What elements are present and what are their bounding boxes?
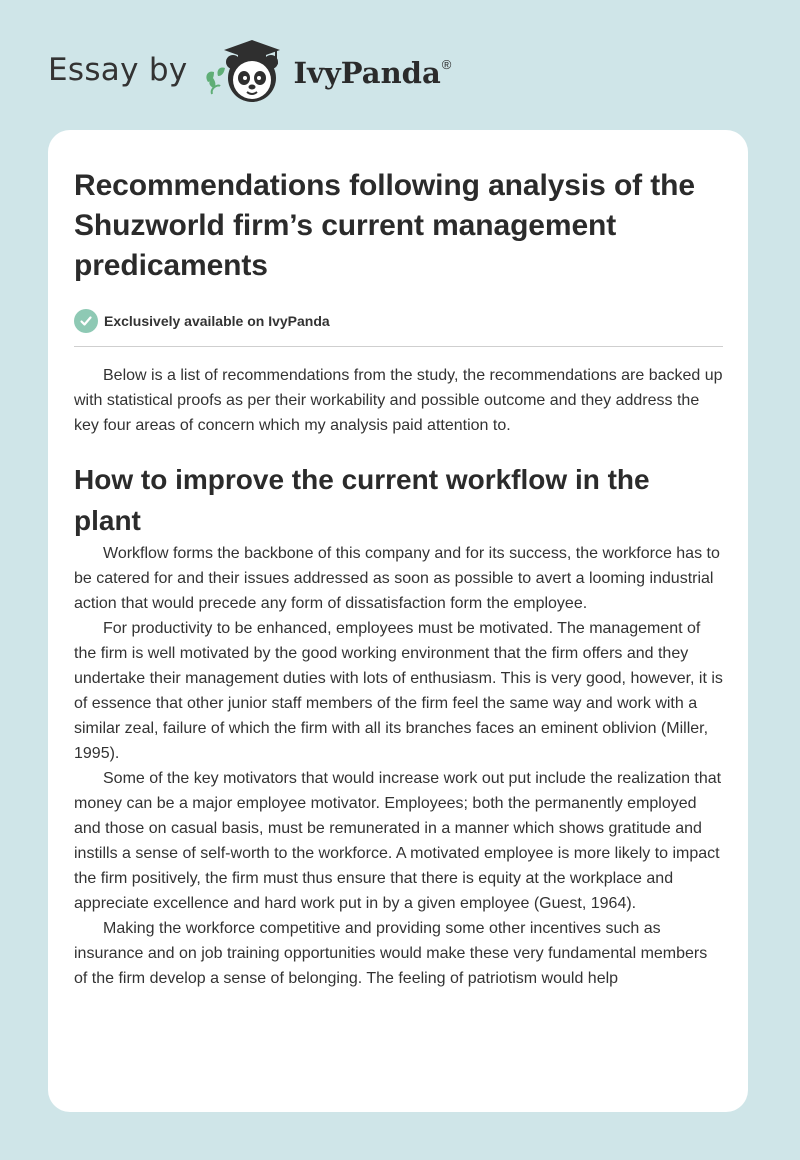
divider [74, 346, 723, 347]
body-paragraph: Some of the key motivators that would increase work out put include the realization that money can be a major employee motivator. Employees; both the permanently employed and those on casual basis, must be remunerated in a manner which shows gratitude and instills a sense of self-worth to the workforce. A motivated employee is more likely to impact the firm positively, the firm must thus ensure that there is equity at the workplace and appreciate excellence and hard work put in by a given employee (Guest, 1964). [74, 770, 722, 912]
body-paragraph: Workflow forms the backbone of this company and for its success, the workforce has to be catered for and their issues addressed as soon as possible to avert a looming industrial action that would precede any form of dissatisfaction form the employee. [74, 545, 720, 612]
check-circle-icon [74, 309, 98, 333]
intro-paragraph: Below is a list of recommendations from the study, the recommendations are backed up with statistical proofs as per their workability and possible outcome and they address the key four areas of concern which my analysis paid attention to. [74, 367, 723, 434]
site-header [48, 36, 451, 108]
availability-badge [74, 308, 724, 334]
brand-text: IvyPanda [293, 56, 441, 90]
body-paragraph: For productivity to be enhanced, employees must be motivated. The management of the firm is well motivated by the good working environment that the firm offers and they undertake their management duties with lots of enthusiasm. This is very good, however, it is of essence that other junior staff members of the firm feel the same way and work with a similar zeal, failure of which the firm with all its branches faces an eminent oblivion (Miller, 1995). [74, 620, 723, 762]
brand-name[interactable] [294, 56, 452, 90]
availability-text: Exclusively available on IvyPanda [104, 313, 330, 329]
article-card [48, 130, 748, 1112]
registered-mark: ® [441, 57, 452, 72]
essay-by-label: Essay by [48, 52, 188, 88]
body-paragraph: Making the workforce competitive and providing some other incentives such as insurance and on job training opportunities would make these very fundamental members of the firm develop a sense of belonging. The feeling of patriotism would help [74, 920, 708, 987]
section-heading: How to improve the current workflow in the plant [74, 464, 650, 536]
article-body [74, 166, 724, 991]
panda-graduate-icon[interactable] [200, 36, 292, 108]
article-title: Recommendations following analysis of the Shuzworld firm’s current management predicaments [74, 169, 695, 282]
